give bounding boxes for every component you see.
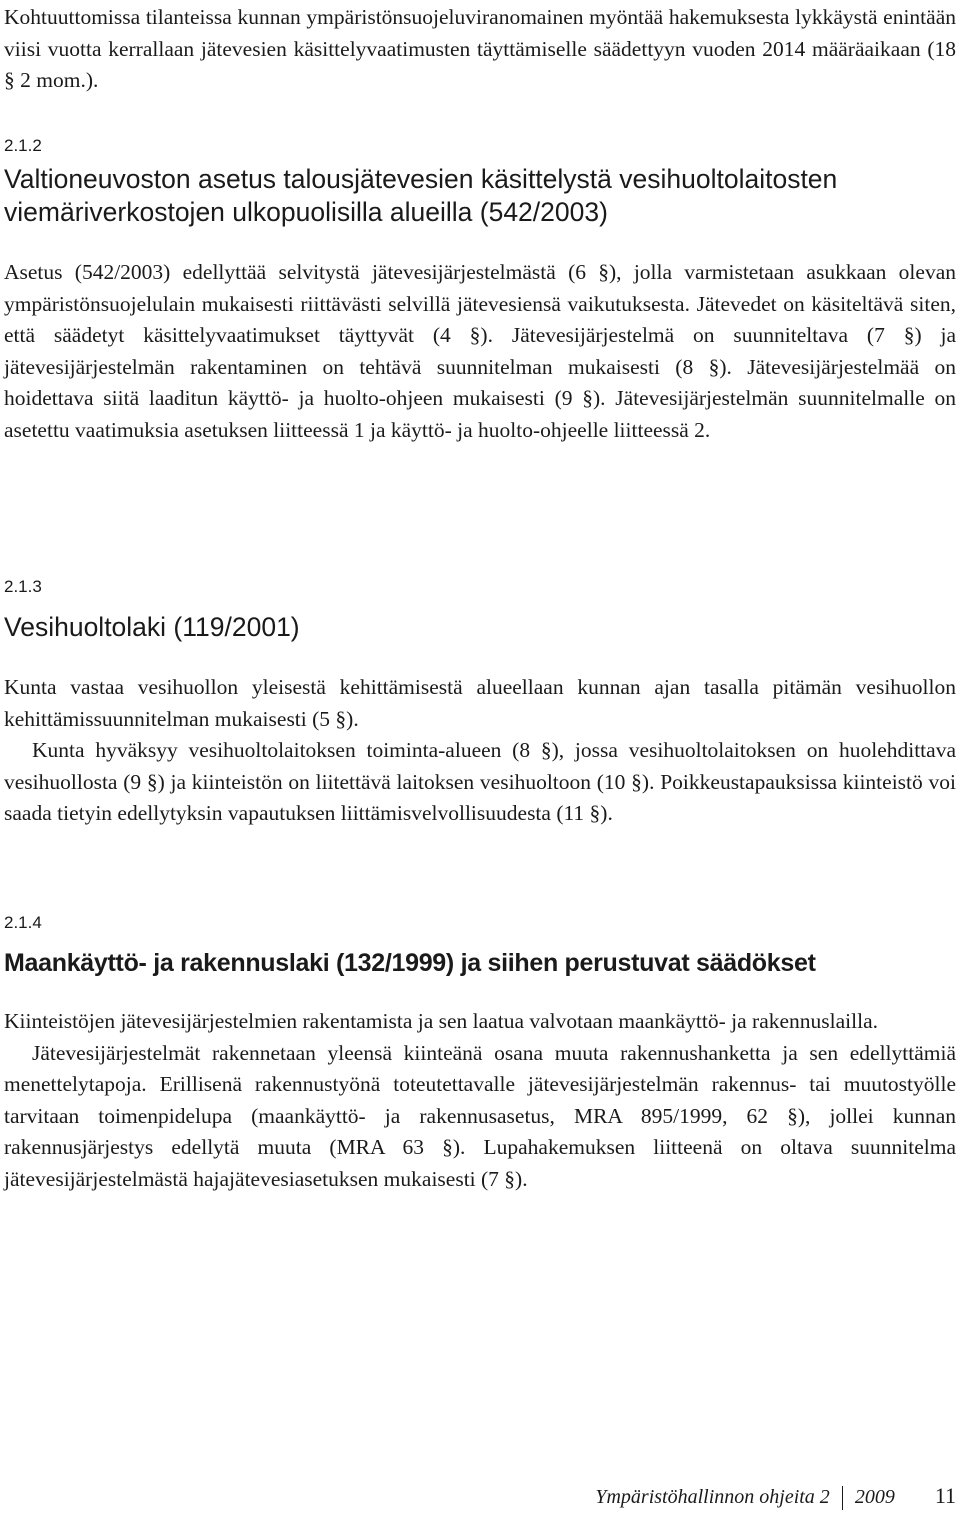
intro-block	[4, 2, 956, 97]
intro-paragraph: Kohtuuttomissa tilanteissa kunnan ympäristönsuojeluviranomainen myöntää hakemuksesta lykkäystä enintään viisi vuotta kerrallaan jätevesien käsittelyvaatimusten täyttämiselle säädettyyn vuoden 2014 määräaikaan (18 § 2 mom.).	[4, 5, 956, 93]
section-heading: Valtioneuvoston asetus talousjätevesien käsittelystä vesihuoltolaitosten viemäriverkostojen ulkopuolisilla alueilla (542/2003)	[4, 164, 838, 227]
page-number: 11	[934, 1483, 956, 1508]
footer-year: 2009	[854, 1486, 895, 1508]
page-footer	[4, 1483, 956, 1513]
section-number: 2.1.2	[4, 136, 42, 155]
section-2-1-2	[4, 136, 956, 447]
section-paragraph: Kunta hyväksyy vesihuoltolaitoksen toiminta-alueen (8 §), jossa vesihuoltolaitoksen on huolehdittava vesihuollosta (9 §) ja kiinteistön on liitettävä laitoksen vesihuoltoon (10 §). Poikkeustapauksissa kiinteistö voi saada tietyin edellytyksin vapautuksen liittämisvelvollisuudesta (11 §).	[4, 738, 956, 826]
footer-publication-title: Ympäristöhallinnon ohjeita 2	[595, 1486, 830, 1508]
section-paragraph: Asetus (542/2003) edellyttää selvitystä jätevesijärjestelmästä (6 §), jolla varmistetaan asukkaan olevan ympäristönsuojelulain mukaisesti riittävästi selvillä jätevesiensä vaikutuksesta. Jätevedet on käsiteltävä siten, että säädetyt käsittelyvaatimukset täyttyvät (4 §). Jätevesijärjestelmä on suunniteltava (7 §) ja jätevesijärjestelmän rakentaminen on tehtävä suunnitelman mukaisesti (8 §). Jätevesijärjestelmää on hoidettava siitä laaditun käyttö- ja huolto-ohjeen mukaisesti (9 §). Jätevesijärjestelmän suunnitelmalle on asetettu vaatimuksia asetuksen liitteessä 1 ja käyttö- ja huolto-ohjeelle liitteessä 2.	[4, 260, 956, 442]
section-number: 2.1.3	[4, 577, 42, 596]
document-page	[4, 0, 956, 1517]
section-heading: Maankäyttö- ja rakennuslaki (132/1999) ja siihen perustuvat säädökset	[4, 949, 816, 977]
section-heading: Vesihuoltolaki (119/2001)	[4, 612, 300, 642]
section-paragraph: Jätevesijärjestelmät rakennetaan yleensä kiinteänä osana muuta rakennushanketta ja sen edellyttämiä menettelytapoja. Erillisenä rakennustyönä toteutettavalle jätevesijärjestelmän rakennus- tai muutostyölle tarvitaan toimenpidelupa (maankäyttö- ja rakennusasetus, MRA 895/1999, 62 §), jollei kunnan rakennusjärjestys edellytä muuta (MRA 63 §). Lupahakemuksen liitteenä on oltava suunnitelma jätevesijärjestelmästä hajajätevesiasetuksen mukaisesti (7 §).	[4, 1040, 956, 1191]
section-2-1-3	[4, 577, 956, 830]
footer-divider	[842, 1486, 843, 1510]
section-number: 2.1.4	[4, 913, 42, 932]
section-paragraph: Kiinteistöjen jätevesijärjestelmien rakentamista ja sen laatua valvotaan maankäyttö- ja rakennuslailla.	[4, 1009, 879, 1033]
section-2-1-4	[4, 913, 956, 1196]
section-paragraph: Kunta vastaa vesihuollon yleisestä kehittämisestä alueellaan kunnan ajan tasalla pitämän vesihuollon kehittämissuunnitelman mukaisesti (5 §).	[4, 675, 956, 731]
